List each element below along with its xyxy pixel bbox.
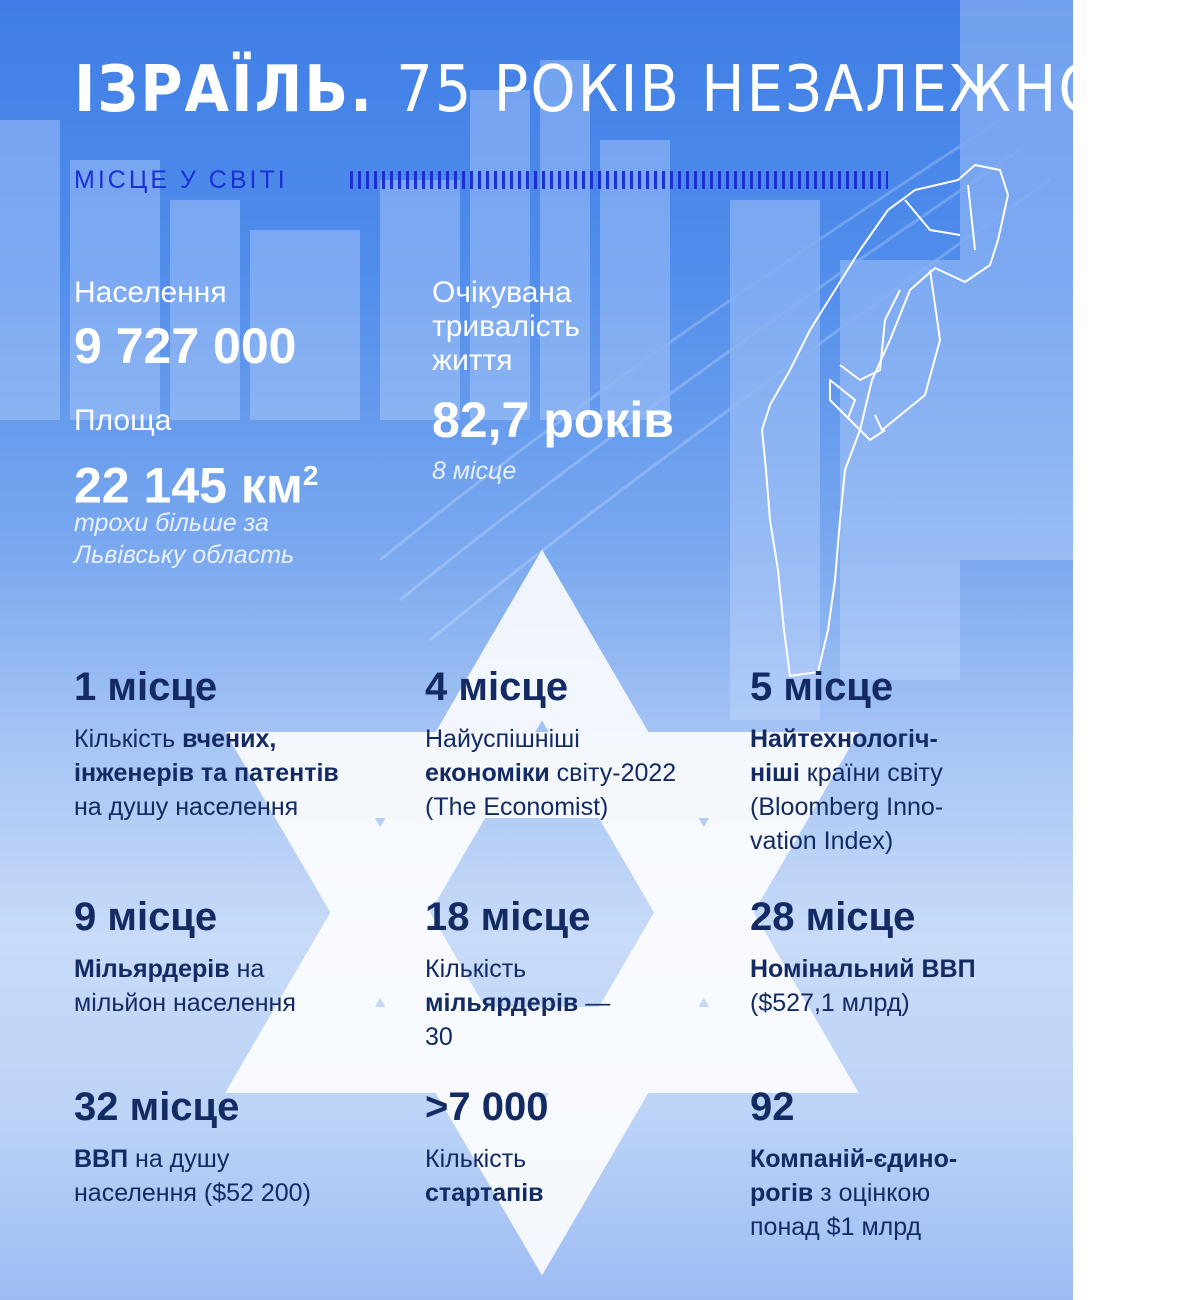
area-note-line-1: трохи більше за	[74, 509, 269, 537]
population-value: 9 727 000	[74, 318, 297, 374]
stat-description-line	[750, 1142, 1070, 1176]
stat-description-line	[750, 1210, 1070, 1244]
stat-text-segment: стартапів	[425, 1179, 544, 1207]
stat-description-line	[425, 1176, 745, 1210]
stat-text-segment: (The Economist)	[425, 793, 609, 821]
stat-description	[425, 952, 745, 1054]
stat-block	[74, 894, 394, 1020]
stat-text-segment: Кількість	[425, 1145, 527, 1173]
stat-description-line	[425, 722, 745, 756]
stat-description	[74, 722, 394, 824]
stat-description-line	[74, 952, 394, 986]
stat-description	[750, 952, 1070, 1020]
stat-text-segment: понад $1 млрд	[750, 1213, 922, 1241]
stat-text-segment: ВВП	[74, 1145, 129, 1173]
life-label-line-3: життя	[432, 344, 513, 377]
stat-text-segment: мільйон населення	[74, 989, 296, 1017]
stat-block	[74, 664, 394, 824]
stat-text-segment: економіки	[425, 759, 550, 787]
stat-heading: 9 місце	[74, 895, 218, 939]
stat-block	[750, 1084, 1070, 1244]
stat-description-line	[750, 790, 1070, 824]
stat-text-segment: ($527,1 млрд)	[750, 989, 910, 1017]
stat-block	[425, 664, 745, 824]
stat-text-segment: Мільярдерів	[74, 955, 230, 983]
stat-heading: 92	[750, 1085, 795, 1129]
section-subtitle: МІСЦЕ У СВІТІ	[74, 166, 288, 194]
stat-description-line	[425, 790, 745, 824]
life-rank: 8 місце	[432, 457, 517, 485]
stat-text-segment: мільярдерів	[425, 989, 579, 1017]
area-number: 22 145 км	[74, 457, 303, 514]
stat-description-line	[74, 790, 394, 824]
stat-description	[750, 1142, 1070, 1244]
stat-description-line	[74, 756, 394, 790]
life-value: 82,7 років	[432, 392, 674, 448]
area-value	[74, 448, 318, 514]
stat-description-line	[750, 986, 1070, 1020]
stat-heading: 18 місце	[425, 895, 591, 939]
stat-text-segment: рогів	[750, 1179, 814, 1207]
stat-text-segment: світу-2022	[549, 759, 677, 787]
stat-text-segment: Номінальний ВВП	[750, 955, 976, 983]
title-anniversary: 75 РОКІВ НЕЗАЛЕЖНОСТІ	[396, 53, 1204, 127]
stat-text-segment: Найтехнологіч-	[750, 725, 938, 753]
stat-description	[74, 1142, 394, 1210]
stat-text-segment: Кількість	[425, 955, 527, 983]
stat-description-line	[425, 756, 745, 790]
stat-heading: 28 місце	[750, 895, 916, 939]
poster-title	[74, 53, 1204, 127]
area-label: Площа	[74, 404, 172, 437]
stat-text-segment: Компаній-єдино-	[750, 1145, 958, 1173]
stat-description-line	[74, 1142, 394, 1176]
stat-description-line	[74, 986, 394, 1020]
dashed-divider	[350, 171, 888, 189]
life-label-line-2: тривалість	[432, 310, 581, 343]
stat-text-segment: на душу населення	[74, 793, 299, 821]
stat-heading: 32 місце	[74, 1085, 240, 1129]
stat-description-line	[425, 952, 745, 986]
stat-description-line	[750, 722, 1070, 756]
stat-block	[425, 1084, 745, 1210]
stat-description-line	[750, 756, 1070, 790]
stat-description-line	[750, 824, 1070, 858]
area-unit-superscript: 2	[302, 460, 319, 491]
stat-block	[750, 664, 1070, 858]
stat-text-segment: на	[229, 955, 265, 983]
stat-description-line	[425, 1020, 745, 1054]
stat-heading: >7 000	[425, 1085, 549, 1129]
stat-text-segment: ніші	[750, 759, 800, 787]
stat-description-line	[74, 1176, 394, 1210]
stat-text-segment: —	[578, 989, 611, 1017]
stat-description-line	[750, 952, 1070, 986]
stat-text-segment: країни світу	[799, 759, 943, 787]
population-label: Населення	[74, 276, 227, 309]
stat-text-segment: населення ($52 200)	[74, 1179, 311, 1207]
stat-block	[750, 894, 1070, 1020]
stat-description	[750, 722, 1070, 858]
stat-heading: 1 місце	[74, 665, 218, 709]
stat-description-line	[425, 1142, 745, 1176]
stat-description	[425, 722, 745, 824]
title-country: ІЗРАЇЛЬ.	[74, 53, 375, 127]
stat-text-segment: на душу	[128, 1145, 230, 1173]
stat-description	[425, 1142, 745, 1210]
stat-block	[74, 1084, 394, 1210]
stat-text-segment: (Bloomberg Inno-	[750, 793, 944, 821]
stat-text-segment: vation Index)	[750, 827, 894, 855]
stat-block	[425, 894, 745, 1054]
stat-text-segment: Найуспішніші	[425, 725, 580, 753]
life-label-line-1: Очікувана	[432, 276, 572, 309]
stat-text-segment: 30	[425, 1023, 453, 1051]
stat-text-segment: вчених,	[182, 725, 277, 753]
stat-description	[74, 952, 394, 1020]
stat-text-segment: з оцінкою	[813, 1179, 931, 1207]
stat-heading: 5 місце	[750, 665, 894, 709]
stat-text-segment: Кількість	[74, 725, 183, 753]
area-note-line-2: Львівську область	[74, 541, 295, 569]
stat-description-line	[74, 722, 394, 756]
stat-description-line	[750, 1176, 1070, 1210]
stat-heading: 4 місце	[425, 665, 569, 709]
stat-text-segment: інженерів та патентів	[74, 759, 339, 787]
stat-description-line	[425, 986, 745, 1020]
